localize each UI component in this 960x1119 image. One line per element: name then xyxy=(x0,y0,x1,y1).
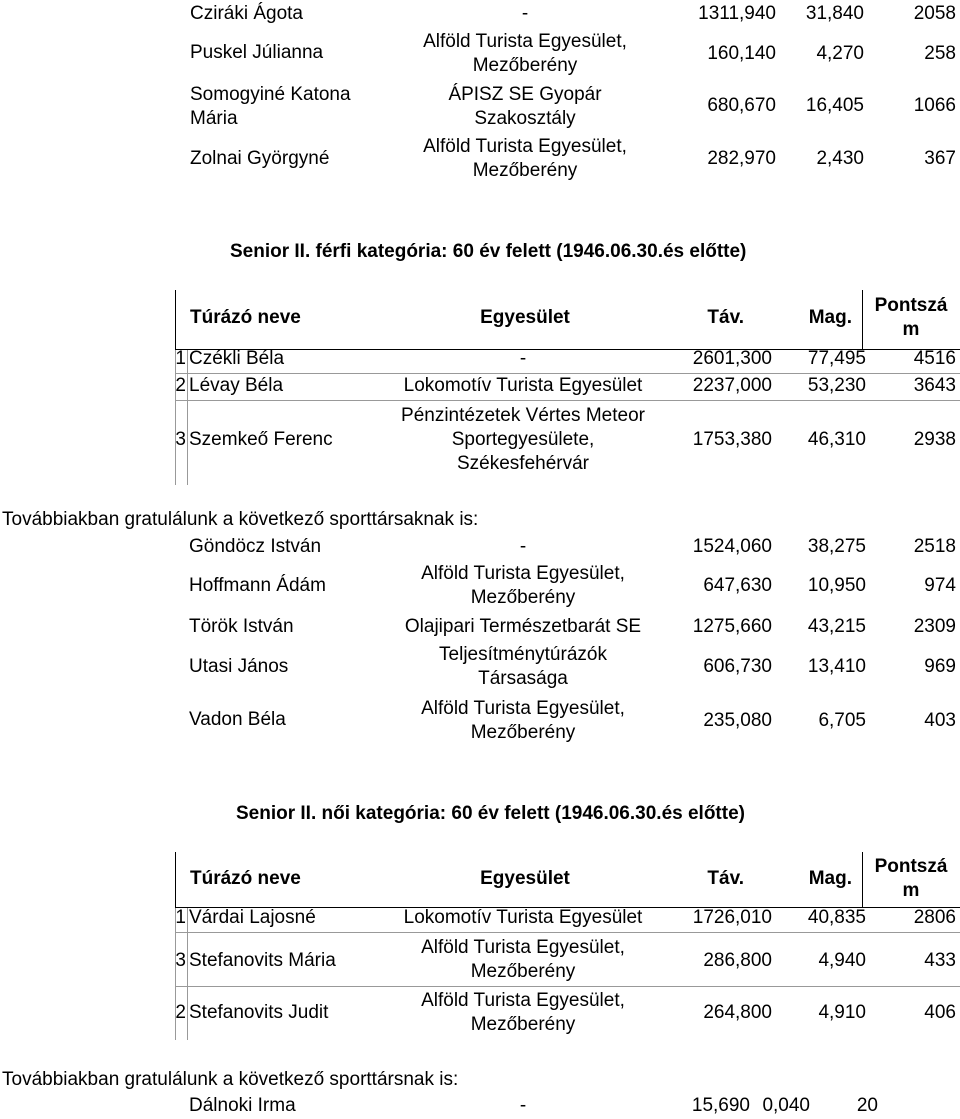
top-row-club: Alföld Turista Egyesület, Mezőberény xyxy=(423,31,627,76)
extra-pont: 974 xyxy=(924,575,956,596)
extra-club: Olajipari Természetbarát SE xyxy=(404,616,642,637)
top-row-tav: 282,970 xyxy=(707,148,776,169)
extra-club: - xyxy=(519,1095,527,1116)
row-tav: 2237,000 xyxy=(692,375,772,396)
row-mag: 4,940 xyxy=(818,950,866,971)
extra-mag: 6,705 xyxy=(818,710,866,731)
row-tav: 264,800 xyxy=(703,1002,772,1023)
extra-pont: 2309 xyxy=(913,616,956,637)
top-row-tav: 1311,940 xyxy=(698,3,776,24)
row-mag: 77,495 xyxy=(807,348,866,369)
row-tav: 1726,010 xyxy=(692,907,772,928)
header-mag: Mag. xyxy=(808,868,852,889)
extra-club: Teljesítménytúrázók Társasága xyxy=(439,644,607,689)
row-name: Várdai Lajosné xyxy=(189,907,316,928)
extra-tav: 606,730 xyxy=(703,656,772,677)
top-row-mag: 16,405 xyxy=(805,95,864,116)
extra-pont: 969 xyxy=(924,656,956,677)
row-name: Czékli Béla xyxy=(189,348,285,369)
top-row-tav: 160,140 xyxy=(707,43,776,64)
top-row-mag: 31,840 xyxy=(805,3,864,24)
extra-tav: 647,630 xyxy=(703,575,772,596)
extra-name: Dálnoki Irma xyxy=(189,1095,296,1116)
row-tav: 1753,380 xyxy=(692,429,772,450)
row-pont: 3643 xyxy=(913,375,956,396)
extra-tav: 15,690 xyxy=(691,1095,750,1116)
extra-pont: 403 xyxy=(924,710,956,731)
top-row-name: Cziráki Ágota xyxy=(190,3,303,24)
header-mag: Mag. xyxy=(808,307,852,328)
row-pont: 433 xyxy=(924,950,956,971)
extra-mag: 43,215 xyxy=(807,616,866,637)
row-name: Szemkeő Ferenc xyxy=(189,429,333,450)
row-club: Lokomotív Turista Egyesület xyxy=(403,907,643,928)
congrats-text: Továbbiakban gratulálunk a következő sporttársnak is: xyxy=(2,1069,459,1090)
extra-mag: 10,950 xyxy=(807,575,866,596)
top-row-mag: 2,430 xyxy=(816,148,864,169)
header-tav: Táv. xyxy=(707,307,744,328)
row-tav: 286,800 xyxy=(703,950,772,971)
row-pont: 2806 xyxy=(913,907,956,928)
extra-mag: 38,275 xyxy=(807,536,866,557)
header-club: Egyesület xyxy=(480,307,570,328)
row-pont: 2938 xyxy=(913,429,956,450)
extra-name: Hoffmann Ádám xyxy=(189,575,326,596)
top-row-pont: 2058 xyxy=(913,3,956,24)
top-row-pont: 258 xyxy=(924,43,956,64)
extra-club: Alföld Turista Egyesület, Mezőberény xyxy=(421,563,625,608)
row-club: Lokomotív Turista Egyesület xyxy=(403,375,643,396)
top-row-club: - xyxy=(521,3,529,24)
header-name: Túrázó neve xyxy=(190,868,301,889)
rank: 2 xyxy=(175,375,186,396)
header-pont: Pontszá m xyxy=(874,856,948,901)
rank: 1 xyxy=(175,907,186,928)
extra-tav: 235,080 xyxy=(703,710,772,731)
extra-name: Utasi János xyxy=(189,656,289,677)
extra-tav: 1524,060 xyxy=(692,536,772,557)
top-row-pont: 1066 xyxy=(913,95,956,116)
row-mag: 4,910 xyxy=(818,1002,866,1023)
row-name: Stefanovits Mária xyxy=(189,950,336,971)
extra-pont: 2518 xyxy=(913,536,956,557)
extra-club: Alföld Turista Egyesület, Mezőberény xyxy=(421,698,625,743)
top-row-tav: 680,670 xyxy=(707,95,776,116)
top-row-club: ÁPISZ SE Gyopár Szakosztály xyxy=(448,84,602,129)
row-club: - xyxy=(519,348,527,369)
top-row-club: Alföld Turista Egyesület, Mezőberény xyxy=(423,136,627,181)
extra-name: Vadon Béla xyxy=(189,709,286,730)
section-title: Senior II. férfi kategória: 60 év felett (1946.06.30.és előtte) xyxy=(230,241,747,262)
extra-name: Göndöcz István xyxy=(189,536,322,557)
top-row-mag: 4,270 xyxy=(816,43,864,64)
congrats-text: Továbbiakban gratulálunk a következő sporttársaknak is: xyxy=(2,509,479,530)
row-mag: 46,310 xyxy=(807,429,866,450)
header-tav: Táv. xyxy=(707,868,744,889)
row-pont: 4516 xyxy=(913,348,956,369)
extra-pont: 20 xyxy=(856,1095,878,1116)
extra-mag: 0,040 xyxy=(762,1095,810,1116)
top-row-name: Somogyiné Katona Mária xyxy=(190,84,351,129)
row-name: Stefanovits Judit xyxy=(189,1002,329,1023)
top-row-name: Zolnai Györgyné xyxy=(190,148,330,169)
row-club: Pénzintézetek Vértes Meteor Sportegyesülete, Székesfehérvár xyxy=(401,405,645,474)
row-tav: 2601,300 xyxy=(692,348,772,369)
row-mag: 40,835 xyxy=(807,907,866,928)
extra-name: Török István xyxy=(189,616,294,637)
top-row-pont: 367 xyxy=(924,148,956,169)
section-title: Senior II. női kategória: 60 év felett (1946.06.30.és előtte) xyxy=(236,803,745,824)
row-club: Alföld Turista Egyesület, Mezőberény xyxy=(421,937,625,982)
row-mag: 53,230 xyxy=(807,375,866,396)
header-name: Túrázó neve xyxy=(190,307,301,328)
row-club: Alföld Turista Egyesület, Mezőberény xyxy=(421,990,625,1035)
rank: 2 xyxy=(175,1002,186,1023)
extra-club: - xyxy=(519,536,527,557)
rank: 3 xyxy=(175,429,186,450)
rank: 1 xyxy=(175,348,186,369)
row-name: Lévay Béla xyxy=(189,375,284,396)
row-pont: 406 xyxy=(924,1002,956,1023)
extra-tav: 1275,660 xyxy=(692,616,772,637)
header-club: Egyesület xyxy=(480,868,570,889)
header-pont: Pontszá m xyxy=(874,295,948,340)
top-row-name: Puskel Júlianna xyxy=(190,42,324,63)
rank: 3 xyxy=(175,950,186,971)
extra-mag: 13,410 xyxy=(807,656,866,677)
